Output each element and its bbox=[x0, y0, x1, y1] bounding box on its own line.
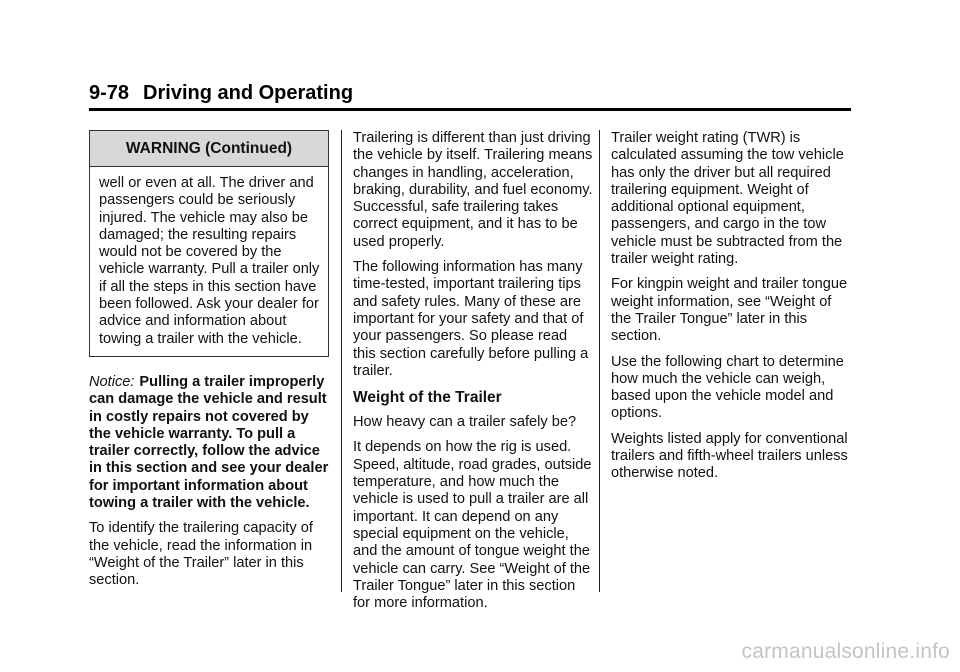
paragraph: It depends on how the rig is used. Speed, altitude, road grades, outside temperature, and how much the vehicle is used to pull a trailer are all important. It can depend on any special equipment on the vehicle, and the amount of tongue weight the vehicle can carry. See “Weight of the Trailer Tongue” later in this section for more information. bbox=[353, 439, 592, 612]
section-title: Driving and Operating bbox=[143, 82, 354, 104]
page-number: 9-78 bbox=[89, 82, 130, 104]
header-rule bbox=[89, 108, 851, 111]
paragraph: Weights listed apply for conventional trailers and fifth-wheel trailers unless otherwise noted. bbox=[611, 430, 848, 482]
paragraph: To identify the trailering capacity of the vehicle, read the information in “Weight of the Trailer” later in this section. bbox=[89, 520, 313, 589]
notice-paragraph bbox=[89, 374, 329, 512]
warning-box bbox=[89, 130, 329, 357]
paragraph: How heavy can a trailer safely be? bbox=[353, 414, 577, 431]
paragraph: Use the following chart to determine how much the vehicle can weigh, based upon the vehicle model and options. bbox=[611, 353, 844, 422]
column-divider-2 bbox=[599, 130, 600, 592]
notice-text: Pulling a trailer improperly can damage the vehicle and result in costly repairs not covered by the vehicle warranty. To pull a trailer correctly, follow the advice in this section and see your dealer for important information about towing a trailer with the vehicle. bbox=[89, 373, 329, 512]
paragraph: The following information has many time-tested, important trailering tips and safety rules. Many of these are important for your safety and that of your passengers. So please read this section carefully before pulling a trailer. bbox=[353, 259, 589, 379]
notice-label: Notice: bbox=[89, 373, 135, 390]
subheading: Weight of the Trailer bbox=[353, 389, 502, 407]
paragraph: Trailer weight rating (TWR) is calculated assuming the tow vehicle has only the driver but all required trailering equipment. Weight of additional optional equipment, passengers, and cargo in the tow vehicle must be subtracted from the trailer weight rating. bbox=[611, 130, 844, 268]
column-divider-1 bbox=[341, 130, 342, 592]
paragraph: For kingpin weight and trailer tongue weight information, see “Weight of the Trailer Tongue” later in this section. bbox=[611, 276, 848, 345]
watermark: carmanualsonline.info bbox=[741, 640, 950, 663]
column-1 bbox=[89, 130, 329, 598]
column-2 bbox=[353, 130, 593, 620]
warning-text: well or even at all. The driver and passengers could be seriously injured. The vehicle may also be damaged; the resulting repairs would not be covered by the vehicle warranty. Pull a trailer only if all the steps in this section have been followed. Ask your dealer for advice and information about towing a trailer with the vehicle. bbox=[99, 175, 320, 347]
column-3 bbox=[611, 130, 853, 491]
paragraph: Trailering is different than just driving the vehicle by itself. Trailering means changes in handling, acceleration, braking, durability, and fuel economy. Successful, safe trailering takes correct equipment, and it has to be used properly. bbox=[353, 130, 593, 250]
warning-title: WARNING (Continued) bbox=[90, 131, 328, 167]
page-header bbox=[89, 82, 353, 105]
